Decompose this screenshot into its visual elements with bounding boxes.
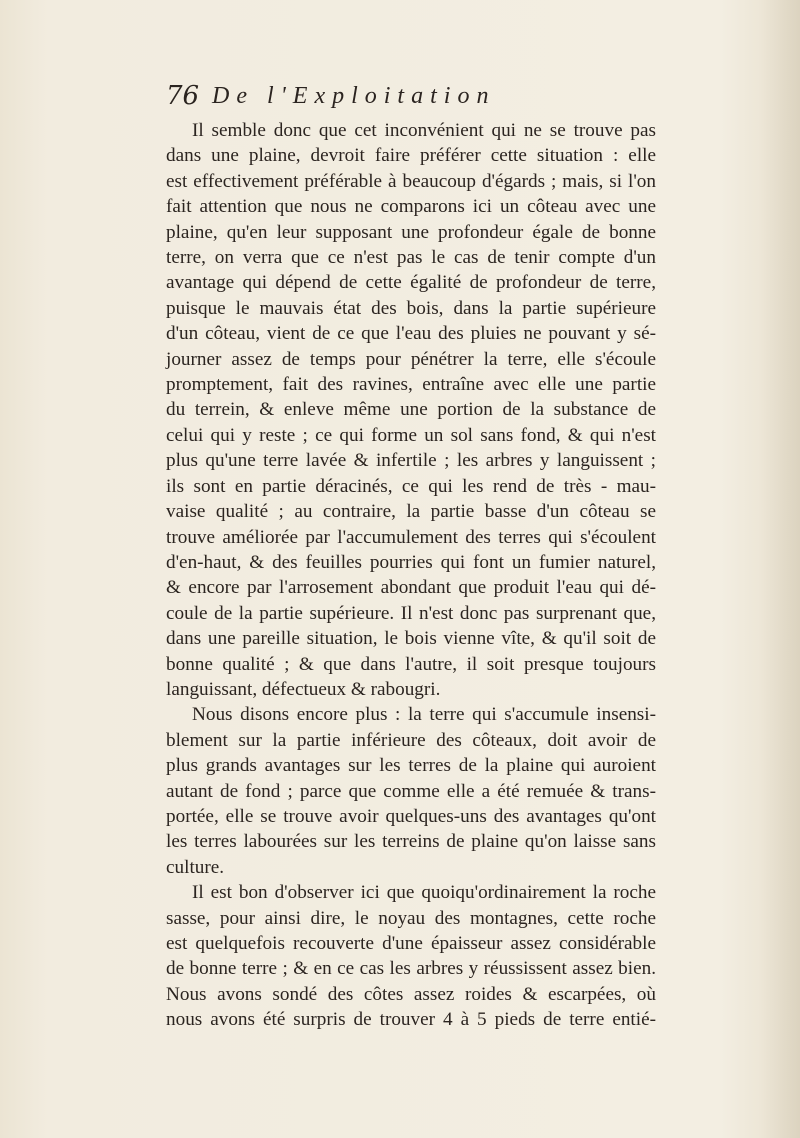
page-number: 76: [166, 81, 200, 111]
page-header: [166, 78, 666, 118]
text-line: les terres labourées sur les terreins de plaine qu'on laisse sans: [166, 831, 656, 853]
text-line: sasse, pour ainsi dire, le noyau des montagnes, cette roche: [166, 907, 656, 929]
text-line: journer assez de temps pour pénétrer la terre, elle s'écoule: [166, 348, 656, 370]
text-line: du terrein, & enleve même une portion de la substance de: [166, 399, 656, 421]
text-line: nous avons été surpris de trouver 4 à 5 pieds de terre entié-: [166, 1009, 656, 1031]
text-line: coule de la partie supérieure. Il n'est donc pas surprenant que,: [166, 602, 656, 624]
text-line: d'en-haut, & des feuilles pourries qui font un fumier naturel,: [166, 551, 656, 573]
text-line: & encore par l'arrosement abondant que produit l'eau qui dé-: [166, 577, 656, 599]
text-line: Nous avons sondé des côtes assez roides & escarpées, où: [166, 983, 656, 1005]
text-line: puisque le mauvais état des bois, dans la partie supérieure: [166, 297, 656, 319]
text-line: est effectivement préférable à beaucoup d'égards ; mais, si l'on: [166, 170, 656, 192]
text-line: Il est bon d'observer ici que quoiqu'ordinairement la roche: [192, 882, 656, 904]
body-text: [166, 118, 656, 1033]
text-line: culture.: [166, 856, 225, 878]
text-line: Il semble donc que cet inconvénient qui ne se trouve pas: [192, 120, 656, 141]
text-line: blement sur la partie inférieure des côteaux, doit avoir de: [166, 729, 656, 751]
text-line: bonne qualité ; & que dans l'autre, il soit presque toujours: [166, 653, 656, 675]
text-line: promptement, fait des ravines, entraîne avec elle une partie: [166, 374, 656, 396]
text-line: dans une plaine, devroit faire préférer cette situation : elle: [166, 145, 656, 167]
text-line: portée, elle se trouve avoir quelques-uns des avantages qu'ont: [166, 805, 656, 827]
text-line: terre, on verra que ce n'est pas le cas de tenir compte d'un: [166, 247, 656, 269]
text-line: plaine, qu'en leur supposant une profondeur égale de bonne: [166, 221, 656, 243]
text-line: d'un côteau, vient de ce que l'eau des pluies ne pouvant y sé-: [166, 323, 656, 345]
text-line: celui qui y reste ; ce qui forme un sol sans fond, & qui n'est: [166, 424, 656, 446]
text-line: trouve améliorée par l'accumulement des terres qui s'écoulent: [166, 526, 656, 548]
text-line: vaise qualité ; au contraire, la partie basse d'un côteau se: [166, 501, 656, 523]
text-line: plus grands avantages sur les terres de la plaine qui auroient: [166, 755, 656, 777]
text-line: ils sont en partie déracinés, ce qui les rend de très - mau-: [166, 475, 656, 497]
text-line: avantage qui dépend de cette égalité de profondeur de terre,: [166, 272, 656, 294]
page-edge-shadow: [760, 0, 800, 1138]
text-line: de bonne terre ; & en ce cas les arbres y réussissent assez bien.: [166, 958, 656, 980]
running-title: De l'Exploitation: [212, 83, 496, 109]
text-line: Nous disons encore plus : la terre qui s'accumule insensi-: [192, 704, 656, 726]
text-line: plus qu'une terre lavée & infertile ; les arbres y languissent ;: [166, 450, 656, 472]
text-line: fait attention que nous ne comparons ici un côteau avec une: [166, 196, 656, 218]
text-line: autant de fond ; parce que comme elle a été remuée & trans-: [166, 780, 656, 802]
text-line: est quelquefois recouverte d'une épaisseur assez considérable: [166, 933, 656, 954]
text-line: dans une pareille situation, le bois vienne vîte, & qu'il soit de: [166, 628, 656, 650]
text-line: languissant, défectueux & rabougri.: [166, 678, 441, 700]
